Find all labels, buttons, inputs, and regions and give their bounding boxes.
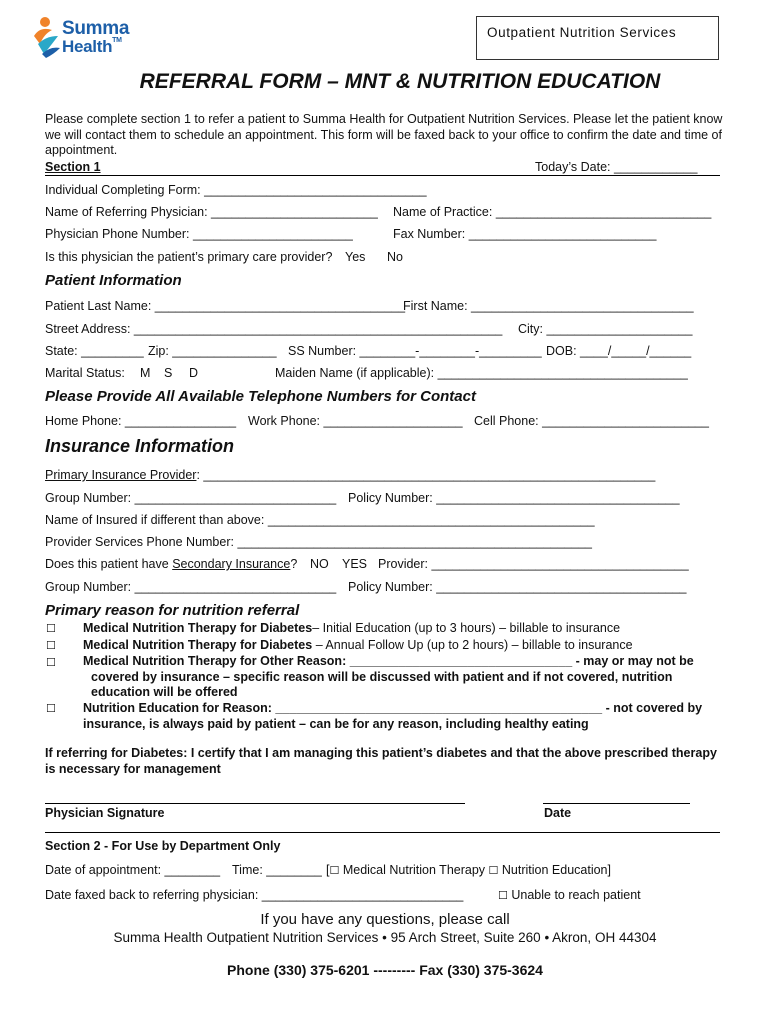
unable-to-reach-option: ☐ Unable to reach patient [498,888,641,902]
appointment-date-field[interactable]: Date of appointment: ________ [45,863,221,877]
reason-1-label: Medical Nutrition Therapy for Diabetes– Initial Education (up to 3 hours) – billable to insurance [83,621,621,635]
certify-line-1: If referring for Diabetes: I certify that I am managing this patient’s diabetes and that the above prescribed therapy [45,746,717,760]
intro-paragraph: Please complete section 1 to refer a patient to Summa Health for Outpatient Nutrition Services. Please let the patient know we will contact them to schedule an appointment. This form will be faxed back to your office to confirm the date and time of appointment. [45,112,723,157]
state-field[interactable]: State: _________ [45,344,144,358]
reason-3-line-1[interactable]: Medical Nutrition Therapy for Other Reason: ________________________________ - may or may not be [83,654,694,668]
questions-line: If you have any questions, please call [260,911,510,928]
service-name-box [476,16,719,60]
patient-first-name-field[interactable]: First Name: ________________________________ [403,299,694,313]
pcp-yes-option[interactable]: Yes [345,250,366,264]
phone-fax-line: Phone (330) 375-6201 --------- Fax (330) 375-3624 [227,962,543,978]
secondary-insurance-question: Does this patient have Secondary Insurance? [45,557,298,571]
street-address-field[interactable]: Street Address: _____________________________________________________ [45,322,503,336]
secondary-yes-option[interactable]: YES [342,557,368,571]
section-1-label: Section 1 [45,160,101,174]
reason-3-line-2: covered by insurance – specific reason will be discussed with patient and if not covered, nutrition [91,670,673,684]
phones-heading: Please Provide All Available Telephone Numbers for Contact [45,388,476,405]
service-name: Outpatient Nutrition Services [487,25,677,40]
insurance-heading: Insurance Information [45,436,235,456]
practice-name-field[interactable]: Name of Practice: _______________________________ [393,205,712,219]
marital-d-option[interactable]: D [189,366,199,380]
signature-date-line[interactable] [543,803,690,804]
reason-3-checkbox[interactable]: ☐ [46,656,56,669]
address-line: Summa Health Outpatient Nutrition Services • 95 Arch Street, Suite 260 • Akron, OH 44304 [113,930,657,945]
reason-2-label: Medical Nutrition Therapy for Diabetes – Annual Follow Up (up to 2 hours) – billable to insurance [83,638,633,652]
logo-mark-icon [32,14,62,58]
marital-m-option[interactable]: M [140,366,151,380]
group-number-field[interactable]: Group Number: _____________________________ [45,491,337,505]
physician-phone-field[interactable]: Physician Phone Number: _______________________ [45,227,353,241]
mnt-checkbox[interactable]: ☐ [329,864,340,877]
appointment-time-field[interactable]: Time: ________ [232,863,322,877]
physician-signature-line[interactable] [45,803,465,804]
reason-3-line-3: education will be offered [91,685,238,699]
signature-date-label: Date [544,806,572,820]
unable-to-reach-checkbox[interactable]: ☐ [498,889,508,902]
patient-last-name-field[interactable]: Patient Last Name: ____________________________________ [45,299,406,313]
reason-4-line-2: insurance, is always paid by patient – can be for any reason, including healthy eating [83,717,589,731]
reason-2-checkbox[interactable]: ☐ [46,639,56,652]
physician-signature-label: Physician Signature [45,806,165,820]
section-1-divider [45,175,720,176]
secondary-provider-field[interactable]: Provider: _____________________________________ [378,557,689,571]
date-faxed-field[interactable]: Date faxed back to referring physician: _____________________________ [45,888,464,902]
summa-health-logo [32,14,142,58]
secondary-no-option[interactable]: NO [310,557,329,571]
dob-field[interactable]: DOB: ____/_____/______ [546,344,692,358]
logo-text-health: Health™ [62,37,122,56]
appointment-type-options: [☐ Medical Nutrition Therapy ☐ Nutrition Education] [326,863,611,877]
nutrition-education-checkbox[interactable]: ☐ [488,864,499,877]
fax-number-field[interactable]: Fax Number: ___________________________ [393,227,657,241]
reason-1-checkbox[interactable]: ☐ [46,622,56,635]
pcp-no-option[interactable]: No [387,250,403,264]
individual-completing-field[interactable]: Individual Completing Form: ________________________________ [45,183,427,197]
zip-field[interactable]: Zip: _______________ [148,344,277,358]
certify-line-2: is necessary for management [45,762,221,776]
primary-insurance-field[interactable]: Primary Insurance Provider: _________________________________________________________________ [45,468,656,482]
todays-date-field[interactable]: Today’s Date: ____________ [535,160,698,174]
marital-s-option[interactable]: S [164,366,173,380]
home-phone-field[interactable]: Home Phone: ________________ [45,414,237,428]
section-2-divider [45,832,720,833]
secondary-policy-number-field[interactable]: Policy Number: ____________________________________ [348,580,687,594]
referral-reason-heading: Primary reason for nutrition referral [45,602,300,619]
reason-4-checkbox[interactable]: ☐ [46,702,56,715]
form-title: REFERRAL FORM – MNT & NUTRITION EDUCATION [139,70,661,93]
maiden-name-field[interactable]: Maiden Name (if applicable): ____________________________________ [275,366,688,380]
ss-number-field[interactable]: SS Number: ________-________-_________ [288,344,542,358]
policy-number-field[interactable]: Policy Number: ___________________________________ [348,491,680,505]
logo-text-summa: Summa [62,18,130,39]
reason-4-line-1[interactable]: Nutrition Education for Reason: _______________________________________________ - not covered by [83,701,703,715]
cell-phone-field[interactable]: Cell Phone: ________________________ [474,414,709,428]
city-field[interactable]: City: _____________________ [518,322,693,336]
insured-name-field[interactable]: Name of Insured if different than above: _______________________________________________ [45,513,595,527]
pcp-question: Is this physician the patient’s primary care provider? [45,250,333,264]
section-2-label: Section 2 - For Use by Department Only [45,839,281,853]
provider-phone-field[interactable]: Provider Services Phone Number: ___________________________________________________ [45,535,592,549]
referring-physician-field[interactable]: Name of Referring Physician: ________________________ [45,205,378,219]
marital-status-label: Marital Status: [45,366,125,380]
work-phone-field[interactable]: Work Phone: ____________________ [248,414,463,428]
secondary-group-number-field[interactable]: Group Number: _____________________________ [45,580,337,594]
patient-info-heading: Patient Information [45,272,182,289]
